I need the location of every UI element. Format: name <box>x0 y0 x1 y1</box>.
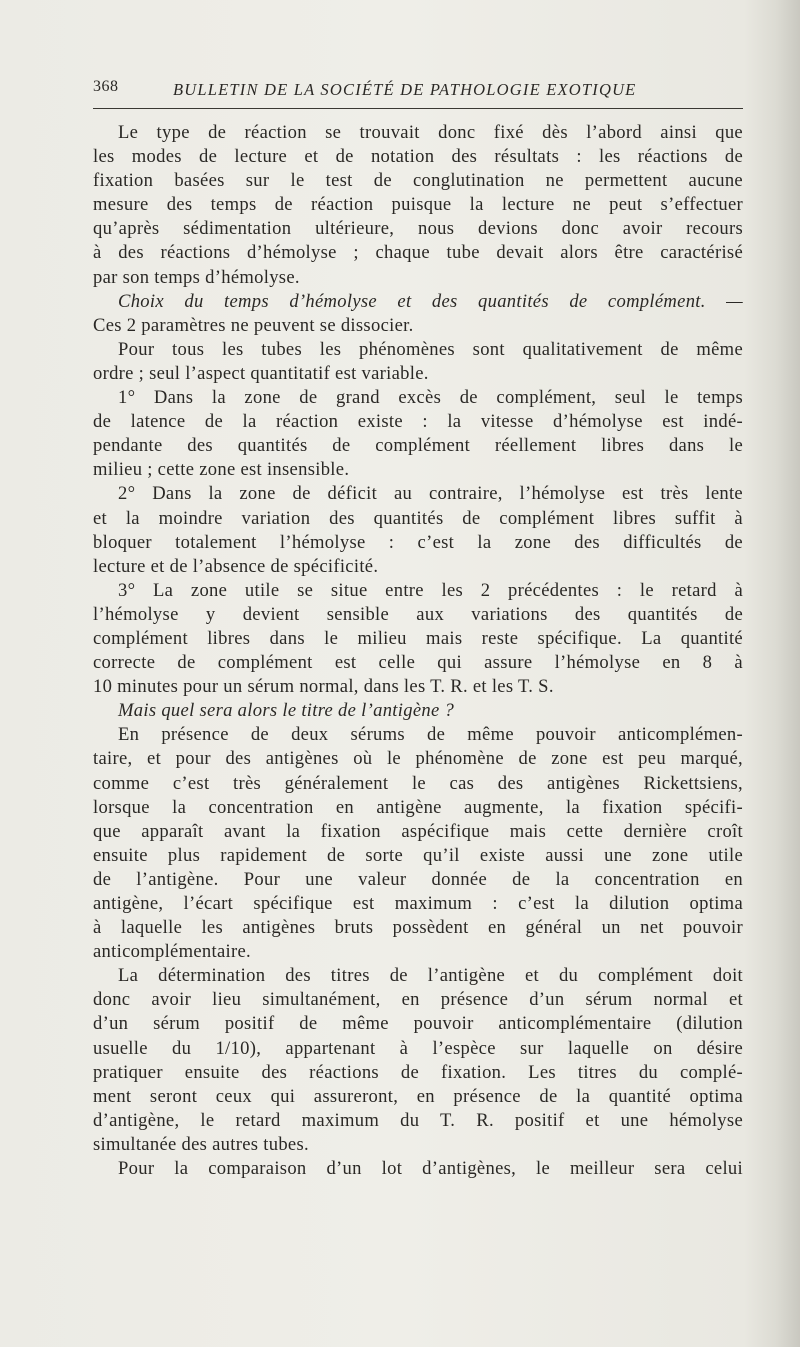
text-line: ordre ; seul l’aspect quantitatif est variable. <box>93 362 429 384</box>
text-line: En présence de deux sérums de même pouvoir anticomplémen- <box>118 724 743 746</box>
header-rule <box>93 108 743 109</box>
text-line: 1° Dans la zone de grand excès de complément, seul le temps <box>118 387 743 409</box>
text-line: pratiquer ensuite des réactions de fixation. Les titres du complé- <box>93 1061 743 1083</box>
text-line: simultanée des autres tubes. <box>93 1133 309 1155</box>
text-line: bloquer totalement l’hémolyse : c’est la zone des difficultés de <box>93 531 743 553</box>
text-line: d’antigène, le retard maximum du T. R. positif et une hémolyse <box>93 1109 743 1131</box>
text-line: ensuite plus rapidement de sorte qu’il existe aussi une zone utile <box>93 844 743 866</box>
text-line: complément libres dans le milieu mais reste spécifique. La quantité <box>93 627 743 649</box>
text-line: et la moindre variation des quantités de complément libres suffit à <box>93 507 743 529</box>
text-line: milieu ; cette zone est insensible. <box>93 459 350 481</box>
text-line: taire, et pour des antigènes où le phénomène de zone est peu marqué, <box>93 748 743 770</box>
text-line: usuelle du 1/10), appartenant à l’espèce sur laquelle on désire <box>93 1037 743 1059</box>
text-line: mesure des temps de réaction puisque la lecture ne peut s’effectuer <box>93 194 743 216</box>
text-line: Le type de réaction se trouvait donc fixé dès l’abord ainsi que <box>118 122 743 143</box>
text-line: comme c’est très généralement le cas des antigènes Rickettsiens, <box>93 772 743 794</box>
text-line: de l’antigène. Pour une valeur donnée de la concentration en <box>93 868 743 890</box>
text-line: correcte de complément est celle qui assure l’hémolyse en 8 à <box>93 652 743 674</box>
text-line: pendante des quantités de complément réellement libres dans le <box>93 435 743 457</box>
text-line: lorsque la concentration en antigène augmente, la fixation spécifi- <box>93 796 743 818</box>
section-heading-line: Choix du temps d’hémolyse et des quantités de complément. — <box>118 290 743 312</box>
text-line: à laquelle les antigènes bruts possèdent en général un net pouvoir <box>93 917 743 939</box>
text-line: Pour tous les tubes les phénomènes sont qualitativement de même <box>118 338 743 360</box>
text-line: les modes de lecture et de notation des résultats : les réactions de <box>93 146 743 168</box>
text-line: de latence de la réaction existe : la vitesse d’hémolyse est indé- <box>93 411 743 433</box>
body-text <box>93 121 743 1181</box>
text-line: qu’après sédimentation ultérieure, nous devions donc avoir recours <box>93 218 743 240</box>
text-line: à des réactions d’hémolyse ; chaque tube devait alors être caractérisé <box>93 242 743 264</box>
text-line: d’un sérum positif de même pouvoir anticomplémentaire (dilution <box>93 1013 743 1035</box>
page-header <box>93 78 743 104</box>
page-number: 368 <box>93 78 119 95</box>
text-line: Pour la comparaison d’un lot d’antigènes, le meilleur sera celui <box>118 1158 743 1180</box>
text-line: 3° La zone utile se situe entre les 2 précédentes : le retard à <box>118 579 743 601</box>
text-line: antigène, l’écart spécifique est maximum : c’est la dilution optima <box>93 893 743 914</box>
text-line: fixation basées sur le test de conglutination ne permettent aucune <box>93 170 743 192</box>
text-line: La détermination des titres de l’antigène et du complément doit <box>118 965 743 987</box>
running-title: BULLETIN DE LA SOCIÉTÉ DE PATHOLOGIE EXOTIQUE <box>173 80 637 99</box>
text-line: donc avoir lieu simultanément, en présence d’un sérum normal et <box>93 989 743 1011</box>
text-line: anticomplémentaire. <box>93 941 251 963</box>
text-line: lecture et de l’absence de spécificité. <box>93 555 379 577</box>
text-line: 2° Dans la zone de déficit au contraire, l’hémolyse est très lente <box>118 483 743 505</box>
text-line: 10 minutes pour un sérum normal, dans les T. R. et les T. S. <box>93 676 554 698</box>
text-line: par son temps d’hémolyse. <box>93 266 300 288</box>
text-line: que apparaît avant la fixation aspécifique mais cette dernière croît <box>93 820 743 842</box>
text-line: ment seront ceux qui assureront, en présence de la quantité optima <box>93 1085 743 1107</box>
text-line: l’hémolyse y devient sensible aux variations des quantités de <box>93 603 743 625</box>
section-heading-line: Mais quel sera alors le titre de l’antigène ? <box>118 700 455 722</box>
text-line: Ces 2 paramètres ne peuvent se dissocier. <box>93 314 414 336</box>
